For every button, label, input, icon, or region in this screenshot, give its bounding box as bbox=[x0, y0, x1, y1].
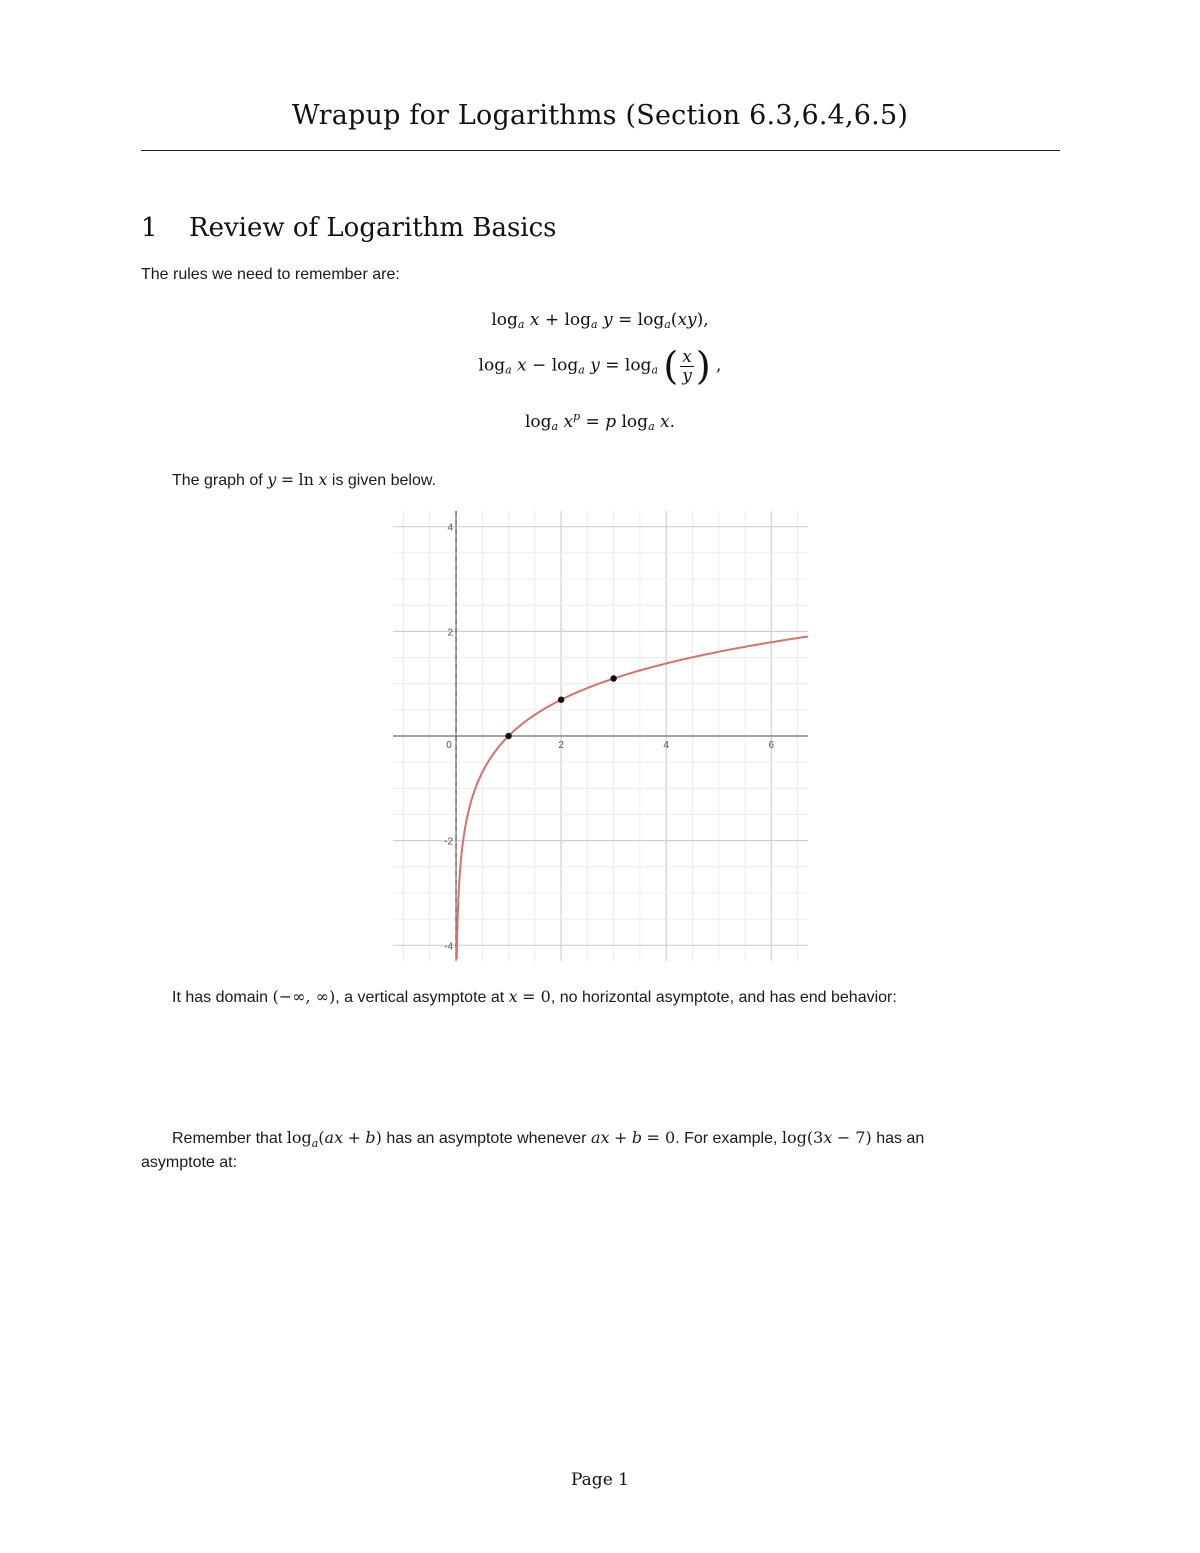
y-tick-label: 2 bbox=[447, 627, 454, 639]
section-number: 1 bbox=[141, 213, 158, 243]
page-title: Wrapup for Logarithms (Section 6.3,6.4,6.5) bbox=[291, 100, 909, 131]
equation-power-rule: $\log_a x^p = p$ $\log_a x$. bbox=[524, 410, 676, 433]
data-point bbox=[505, 733, 511, 739]
section-heading bbox=[141, 213, 557, 243]
page-number: Page 1 bbox=[571, 1470, 629, 1490]
graph-intro: The graph of y = ln x is given below. bbox=[172, 470, 436, 489]
x-tick-label: 6 bbox=[768, 740, 775, 751]
x-tick-label: 0 bbox=[446, 740, 452, 751]
ln-graph bbox=[393, 511, 808, 961]
y-tick-label: 4 bbox=[447, 522, 454, 534]
asymptote-sentence-cont: asymptote at: bbox=[141, 1154, 238, 1171]
asymptote-sentence: Remember that $\log_a(ax + b)$ has an asymptote whenever ax + b = 0. For example, log(3x − 7) has an bbox=[172, 1128, 925, 1151]
y-tick-label: -4 bbox=[444, 941, 454, 953]
domain-sentence: It has domain (−∞, ∞), a vertical asymptote at x = 0, no horizontal asymptote, and has end behavior: bbox=[172, 987, 897, 1006]
section-title: Review of Logarithm Basics bbox=[189, 213, 557, 243]
data-point bbox=[610, 675, 616, 681]
rules-intro: The rules we need to remember are: bbox=[141, 266, 400, 283]
x-tick-label: 4 bbox=[663, 740, 669, 751]
equation-product-rule: $\log_a x + \log_a y = \log_a(xy)$, bbox=[491, 310, 709, 331]
y-tick-label: -2 bbox=[444, 836, 454, 848]
math-y-ln-x: y bbox=[267, 470, 277, 489]
equation-quotient-rule: $\log_a x - \log_a y = \log_a$ ( $\frac{x}{y}$ ) , bbox=[478, 344, 722, 388]
x-tick-label: 2 bbox=[558, 740, 564, 751]
data-point bbox=[558, 697, 564, 703]
title-rule bbox=[141, 150, 1060, 151]
ln-curve bbox=[457, 636, 808, 959]
